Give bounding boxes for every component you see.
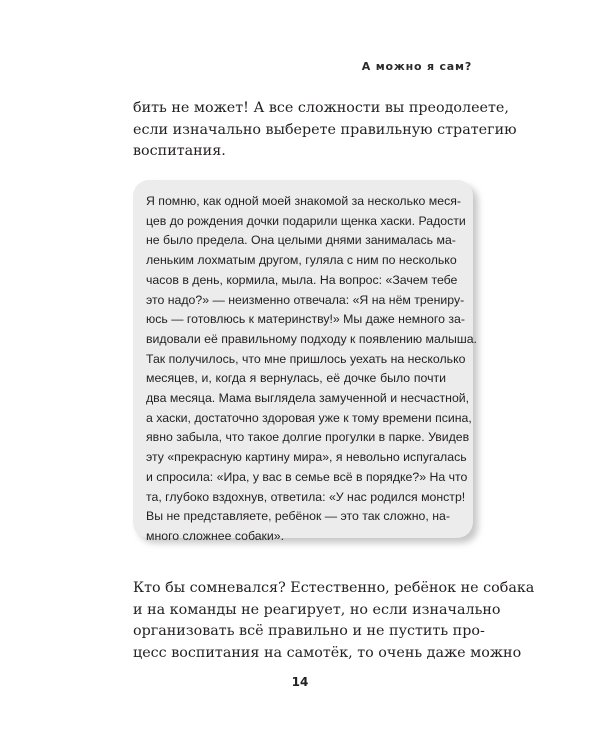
quote-line: месяцев, и, когда я вернулась, её дочке было почти: [146, 371, 446, 386]
quote-line: Я помню, как одной моей знакомой за несколько меся-: [146, 194, 461, 208]
text-line: если изначально выберете правильную стратегию: [133, 121, 517, 138]
running-head: А можно я сам?: [361, 60, 472, 73]
quote-line: цев до рождения дочки подарили щенка хаски. Радости: [146, 213, 466, 228]
top-paragraph: [133, 98, 517, 163]
text-line: бить не может! А все сложности вы преодолеете,: [133, 100, 509, 116]
quote-line: а хаски, достаточно здоровая уже к тому времени псина,: [146, 410, 472, 425]
quote-text: [146, 192, 477, 547]
quote-line: часов в день, кормила, мыла. На вопрос: «Зачем тебе: [146, 272, 458, 287]
text-line: воспитания.: [133, 143, 226, 159]
page-number: 14: [291, 675, 309, 689]
quote-line: леньким лохматым другом, гуляла с ним по несколько: [146, 253, 457, 268]
quote-line: не было предела. Она целыми днями занималась ма-: [146, 233, 456, 248]
quote-line: эту «прекрасную картину мира», я невольно испугалась: [146, 450, 467, 465]
quote-line: явно забыла, что такое долгие прогулки в парке. Увидев: [146, 430, 470, 445]
quote-line: юсь — готовлюсь к материнству!» Мы даже немного за-: [146, 312, 465, 327]
bottom-paragraph: [133, 578, 535, 664]
text-line: Кто бы сомневался? Естественно, ребёнок не собака: [133, 580, 535, 596]
text-line: организовать всё правильно и не пустить про-: [133, 623, 485, 639]
quote-line: и спросила: «Ира, у вас в семье всё в порядке?» На что: [146, 469, 468, 484]
quote-line: два месяца. Мама выглядела замученной и несчастной,: [146, 391, 470, 406]
quote-line: Так получилось, что мне пришлось уехать на несколько: [146, 351, 466, 366]
quote-line: это надо?» — неизменно отвечала: «Я на нём трениру-: [146, 292, 465, 307]
quote-line: много сложнее собаки».: [146, 528, 285, 543]
text-line: и на команды не реагирует, но если изначально: [133, 601, 501, 618]
quote-line: видовали её правильному подходу к появлению малыша.: [146, 331, 477, 346]
text-line: цесс воспитания на самотёк, то очень даже можно: [133, 644, 522, 661]
quote-line: Вы не представляете, ребёнок — это так сложно, на-: [146, 509, 450, 524]
quote-line: та, глубоко вздохнув, ответила: «У нас родился монстр!: [146, 489, 466, 504]
